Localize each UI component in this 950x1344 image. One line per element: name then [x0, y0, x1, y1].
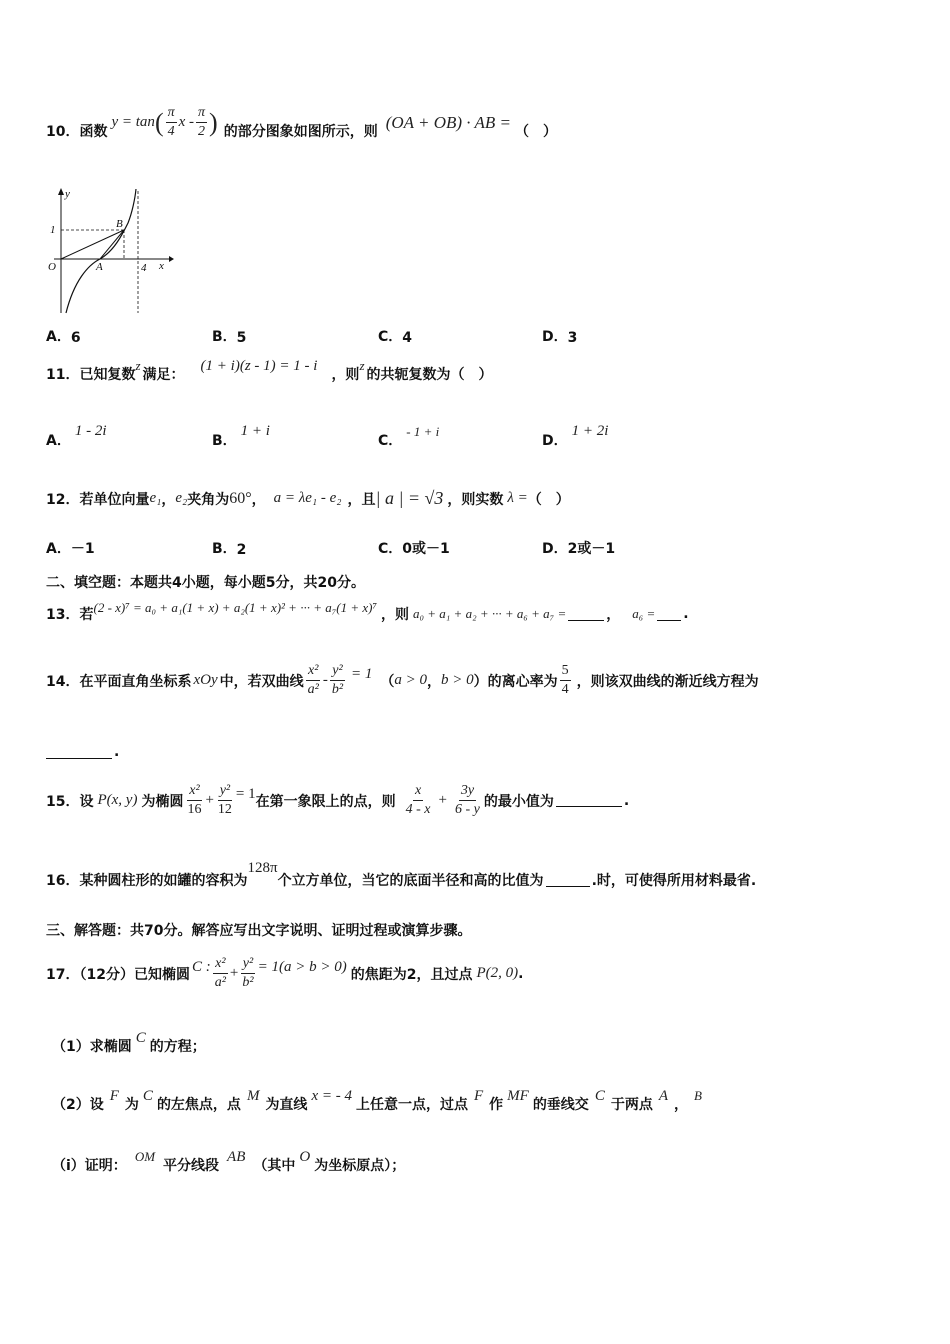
q17-p2-t8: ， — [674, 1097, 688, 1113]
q16-mid: 个立方单位，当它的底面半径和高的比值为 — [277, 873, 544, 889]
q17-p3-o: O — [299, 1148, 311, 1165]
q14-cond-sep: ， — [427, 673, 442, 690]
q12-line — [46, 488, 910, 509]
q17-p2-b: B — [694, 1088, 702, 1103]
q10-lead: 10．函数 — [46, 123, 108, 140]
label-one: 1 — [50, 224, 56, 236]
q10-option-d[interactable]: D． 3 — [542, 329, 578, 346]
q14-frac-y: $\frac{\text{y²}}{\text{b²}}$ — [331, 663, 344, 697]
label-a: A — [96, 261, 103, 273]
q10-expr: (OA + OB) · AB = — [385, 112, 511, 132]
q17-part2 — [52, 1087, 910, 1114]
q12-e1: e₁ — [149, 490, 162, 506]
q17-ellipse — [192, 955, 347, 992]
q17-part2-i — [52, 1148, 910, 1175]
q14-frac-x: $\frac{\text{x²}}{\text{a²}}$ — [307, 663, 319, 697]
q15-lead: 15．设 — [46, 793, 94, 810]
q15-tail: 的最小值为 — [483, 793, 554, 810]
segment-ab — [100, 230, 124, 259]
q15-line — [46, 782, 910, 819]
q12-lead: 12．若单位向量 — [46, 491, 150, 508]
q17-p3-t1: 平分线段 — [163, 1158, 220, 1174]
q15-mid2: 在第一象限上的点，则 — [255, 793, 396, 810]
q10-line — [46, 105, 910, 149]
q16-blank[interactable] — [546, 874, 590, 887]
q11-option-c[interactable]: C． - 1 + i — [378, 424, 440, 449]
q16-lead: 16．某种圆柱形的如罐的容积为 — [46, 873, 248, 889]
q14-answer-line — [46, 744, 910, 760]
q14-minus: - — [322, 672, 328, 688]
q12-comma: ， — [161, 491, 176, 508]
q14-end: . — [114, 744, 120, 760]
q12-mid3: ，则实数 — [447, 491, 504, 508]
q11-mid1: 满足： — [142, 367, 185, 383]
q10-mid: 的部分图象如图所示，则 — [223, 123, 378, 140]
q17-p2-f2: F — [473, 1087, 484, 1104]
q11-eq: (1 + i)(z - 1) = 1 - i — [200, 357, 318, 374]
q15-frac-x: $\frac{\text{x²}}{16}$ — [187, 783, 202, 817]
q17-p3-t2: （其中 — [253, 1158, 296, 1174]
q17-p3-om: OM — [134, 1149, 156, 1164]
q15-eq1: = 1 — [235, 786, 256, 802]
q17-p2-t2: 的左焦点，点 — [156, 1097, 241, 1113]
right-paren: ) — [209, 107, 218, 137]
q17-p2-c2: C — [594, 1087, 605, 1104]
q12-option-c[interactable]: C． 0或－1 — [378, 541, 450, 557]
q10-option-b[interactable]: B． 5 — [212, 329, 247, 346]
q10-graph — [44, 185, 174, 315]
q17-c: C : — [191, 959, 211, 975]
tan-curve — [66, 189, 136, 313]
q14-ecc — [558, 662, 573, 699]
q15-mid1: 为椭圆 — [141, 793, 184, 810]
q17-frac-x: $\frac{\text{x²}}{\text{a²}}$ — [214, 956, 226, 990]
q15-expr — [402, 782, 484, 819]
left-paren: ( — [154, 107, 164, 137]
q15-ellipse — [183, 782, 255, 819]
q15-blank[interactable] — [556, 794, 622, 807]
q10-option-c[interactable]: C． 4 — [378, 329, 413, 346]
q14-blank[interactable] — [46, 746, 112, 759]
q17-p3-lead: （ⅰ）证明： — [52, 1158, 127, 1174]
q17-end: . — [518, 965, 524, 982]
q17-p2-t1: 为 — [124, 1097, 139, 1113]
q11-tail: 的共轭复数为（ ） — [366, 367, 493, 383]
q13-sep: ， — [606, 607, 621, 623]
q14-cond-b: b > 0 — [441, 672, 474, 688]
q14-cond-close: ） — [473, 673, 488, 690]
q14-mid2: 的离心率为 — [487, 673, 558, 690]
q17-p3-ab: AB — [227, 1148, 246, 1165]
q12-option-b[interactable]: B． 2 — [212, 541, 247, 558]
q11-z2: z — [359, 358, 365, 373]
q14-line — [46, 662, 910, 699]
x-axis-arrow — [169, 256, 174, 262]
q16-line — [46, 859, 910, 890]
q13-mid: ，则 — [380, 607, 409, 623]
q17-eq1: = 1(a > b > 0) — [257, 959, 347, 975]
q15-frac-g1: $\frac{x}{4 - x}$ — [405, 783, 431, 817]
q10-frac-b: $\frac{\pi}{2}$ — [198, 105, 206, 139]
q12-angle: 60° — [229, 489, 252, 507]
q11-line — [46, 357, 910, 384]
q15-plus: + — [205, 792, 214, 808]
q17-p2-mf: MF — [507, 1087, 529, 1104]
q10-tail: （ ） — [514, 123, 557, 140]
q14-cond-open: （ — [380, 673, 395, 690]
q15-frac-g2: $\frac{3y}{6 - y}$ — [455, 783, 480, 817]
q11-lead: 11．已知复数 — [46, 367, 136, 383]
q15-end: . — [623, 792, 630, 809]
q10-arg-x: x - — [178, 114, 195, 130]
q10-option-a[interactable]: A． 6 — [46, 329, 81, 346]
q15-p: P(x, y) — [97, 792, 138, 808]
q17-p2-lead: （2）设 — [52, 1097, 104, 1113]
q11-mid2: ，则 — [331, 367, 360, 383]
q13-blank-1[interactable] — [568, 608, 604, 621]
q13-eq: (2 - x)⁷ = a₀ + a₁(1 + x) + a₂(1 + x)² + ··· + a₇(1 + x)⁷ — [93, 600, 377, 615]
section-2-heading: 二、填空题：本题共4小题，每小题5分，共20分。 — [46, 575, 365, 591]
q12-lambda: λ = — [507, 490, 528, 506]
q15-plus2: + — [438, 792, 447, 808]
q12-a-eq: a = λe₁ - e₂ — [273, 490, 342, 506]
q13-blank-2[interactable] — [657, 608, 681, 621]
q17-p2-t5: 作 — [489, 1097, 504, 1113]
q17-p2-t4: 上任意一点，过点 — [355, 1097, 468, 1113]
q12-abs: | a | = √3 — [375, 488, 444, 508]
q17-p2-line: x = - 4 — [311, 1087, 352, 1104]
label-o: O — [48, 261, 56, 273]
q17-p2-f: F — [109, 1087, 119, 1104]
q17-p2-m: M — [246, 1087, 260, 1104]
q11-option-a[interactable]: A． 1 - 2i — [46, 423, 107, 449]
label-y: y — [65, 188, 70, 200]
section-3-heading: 三、解答题：共70分。解答应写出文字说明、证明过程或演算步骤。 — [46, 923, 472, 939]
q12-e2: e₂ — [175, 490, 188, 506]
q17-p3-t3: 为坐标原点）； — [314, 1158, 406, 1174]
q17-p1-lead: （1）求椭圆 — [52, 1039, 132, 1055]
q14-tail: ，则该双曲线的渐近线方程为 — [576, 673, 759, 690]
y-axis-arrow — [58, 188, 64, 195]
q12-tail: （ ） — [527, 491, 570, 508]
q10-func: y = tan — [111, 114, 155, 130]
q10-frac-a: $\frac{\pi}{4}$ — [167, 105, 175, 139]
q12-option-d[interactable]: D． 2或－1 — [542, 541, 616, 557]
q11-option-b[interactable]: B． 1 + i — [212, 423, 270, 449]
q17-mid: 的焦距为2，且过点 — [350, 966, 473, 983]
q12-mid1: 夹角为 — [187, 491, 230, 508]
q13-a6: a₆ = — [632, 606, 656, 621]
q17-p2-t3: 为直线 — [265, 1097, 308, 1113]
label-four: 4 — [141, 262, 147, 274]
q17-p: P(2, 0) — [476, 965, 519, 981]
q12-mid2: ，且 — [347, 491, 376, 508]
label-b: B — [116, 218, 123, 230]
q17-p1-c: C — [135, 1029, 146, 1046]
q17-part1 — [52, 1029, 910, 1056]
q16-tail: .时，可使得所用材料最省. — [591, 873, 757, 889]
q13-line — [46, 600, 910, 624]
q10-arg — [155, 104, 218, 141]
segment-ob — [61, 230, 124, 259]
q12-comma2: ， — [251, 491, 266, 508]
q14-cond-a: a > 0 — [394, 672, 428, 688]
q12-option-a[interactable]: A． －1 — [46, 541, 95, 557]
q17-p2-a: A — [658, 1087, 668, 1104]
q11-z: z — [135, 358, 141, 373]
q13-tail: . — [683, 606, 689, 622]
q14-lead: 14．在平面直角坐标系 — [46, 673, 192, 690]
q17-plus: + — [229, 965, 239, 981]
q14-eq1: = 1 — [351, 666, 373, 682]
q17-p1-tail: 的方程； — [149, 1039, 206, 1055]
q17-frac-y: $\frac{\text{y²}}{\text{b²}}$ — [242, 956, 254, 990]
q14-xoy: xOy — [193, 672, 218, 688]
q16-vol: 128π — [247, 859, 278, 876]
q14-frac-e: $\frac{5}{4}$ — [561, 663, 569, 697]
q17-lead: 17．（12分）已知椭圆 — [46, 966, 190, 983]
q17-p2-c: C — [142, 1087, 153, 1104]
q15-frac-y: $\frac{\text{y²}}{12}$ — [217, 783, 232, 817]
q11-option-d[interactable]: D． 1 + 2i — [542, 423, 609, 449]
q17-p2-t6: 的垂线交 — [532, 1097, 589, 1113]
q13-sum: a₀ + a₁ + a₂ + ··· + a₆ + a₇ = — [412, 606, 567, 621]
q17-p2-t7: 于两点 — [610, 1097, 653, 1113]
q14-mid1: 中，若双曲线 — [219, 673, 304, 690]
label-x: x — [159, 260, 164, 272]
q13-lead: 13．若 — [46, 607, 94, 623]
q17-line — [46, 955, 910, 992]
q14-hyperbola — [304, 662, 373, 699]
